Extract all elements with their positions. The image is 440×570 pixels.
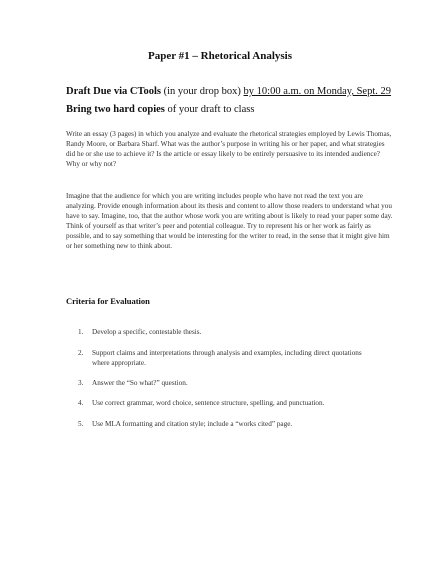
criteria-item [78,419,378,429]
audience-paragraph: Imagine that the audience for which you are writing includes people who have not read the text you are analyzing. Provide enough information about its thesis and content to allow those readers to understand what you have to say. Imagine, too, that the author whose work you are writing about is likely to read your paper some day. Think of yourself as that writer’s peer and potential colleague. Try to represent his or her work as fairly as possible, and to say something that would be interesting for the writer to read, in the sense that it might give him or her something new to think about. [66,192,393,251]
page-title: Paper #1 – Rhetorical Analysis [147,50,292,62]
criteria-item-number: 2. [78,349,84,357]
criteria-heading: Criteria for Evaluation [66,296,150,306]
criteria-item-text: Use correct grammar, word choice, sentence structure, spelling, and punctuation. [92,399,325,407]
copies-line-bold: Bring two hard copies [66,104,165,115]
due-line [66,86,406,97]
criteria-item-text: Develop a specific, contestable thesis. [92,328,202,336]
criteria-item-text: Use MLA formatting and citation style; include a “works cited” page. [92,420,293,428]
due-line-bold: Draft Due via CTools [66,86,161,97]
due-line-deadline: by 10:00 a.m. on Monday, Sept. 29 [243,86,392,97]
criteria-item-number: 5. [78,420,84,428]
criteria-item-number: 1. [78,328,84,336]
criteria-item [78,327,378,337]
due-line-normal: (in your drop box) [161,86,244,97]
criteria-item [78,348,378,368]
criteria-item-text: Support claims and interpretations through analysis and examples, including direct quotations where appropriate. [92,349,362,368]
criteria-item [78,398,378,408]
assignment-paragraph: Write an essay (3 pages) in which you analyze and evaluate the rhetorical strategies employed by Lewis Thomas, Randy Moore, or Barbara Sharf. What was the author’s purpose in writing his or her paper, and what strategies did he or she use to achieve it? Is the article or essay likely to be entirely persuasive to its intended audience? Why or why not? [66,130,392,169]
copies-line [66,104,406,115]
criteria-item-number: 4. [78,399,84,407]
copies-line-normal: of your draft to class [164,104,255,115]
criteria-item-text: Answer the “So what?” question. [92,379,188,387]
criteria-item [78,378,378,388]
criteria-item-number: 3. [78,379,84,387]
